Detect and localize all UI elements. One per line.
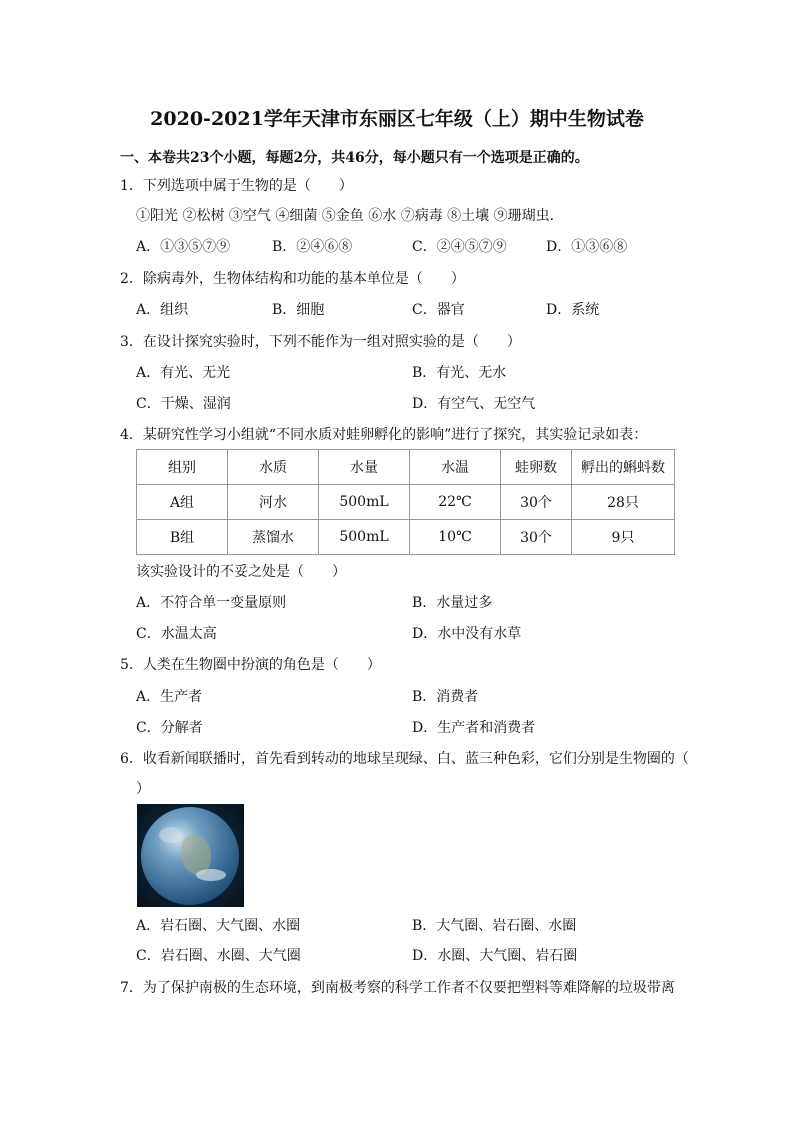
table-cell: 500mL — [319, 485, 410, 520]
table-cell: B组 — [137, 520, 228, 555]
experiment-table — [136, 449, 675, 555]
table-header-cell: 水温 — [410, 450, 501, 485]
q4-stem: 4．某研究性学习小组就“不同水质对蛙卵孵化的影响”进行了探究，其实验记录如表： — [120, 427, 648, 443]
q4-option-d[interactable]: D．水中没有水草 — [412, 626, 522, 642]
q1-option-d[interactable]: D．①③⑥⑧ — [546, 239, 628, 255]
table-cell: 30个 — [501, 520, 572, 555]
section-heading: 一、本卷共23个小题，每题2分，共46分，每小题只有一个选项是正确的。 — [120, 150, 589, 166]
table-cell: 30个 — [501, 485, 572, 520]
table-header-cell: 孵出的蝌蚪数 — [572, 450, 675, 485]
q6-stem-end: ） — [136, 781, 150, 797]
table-header-cell: 水量 — [319, 450, 410, 485]
q4-follow-up: 该实验设计的不妥之处是（ ） — [136, 564, 346, 580]
q7-stem: 7．为了保护南极的生态环境，到南极考察的科学工作者不仅要把塑料等难降解的垃圾带离 — [120, 980, 675, 996]
earth-cloud-shape — [196, 869, 226, 881]
q3-option-b[interactable]: B．有光、无水 — [412, 365, 507, 381]
q1-option-c[interactable]: C．②④⑤⑦⑨ — [412, 239, 507, 255]
q2-option-b[interactable]: B．细胞 — [272, 302, 325, 318]
q5-option-b[interactable]: B．消费者 — [412, 689, 479, 705]
q2-option-a[interactable]: A．组织 — [136, 302, 189, 318]
q5-option-c[interactable]: C．分解者 — [136, 720, 203, 736]
q1-option-a[interactable]: A．①③⑤⑦⑨ — [136, 239, 231, 255]
q4-option-c[interactable]: C．水温太高 — [136, 626, 217, 642]
q3-option-c[interactable]: C．干燥、湿润 — [136, 396, 231, 412]
table-row — [137, 520, 675, 555]
q6-option-c[interactable]: C．岩石圈、水圈、大气圈 — [136, 948, 301, 964]
table-header-row — [137, 450, 675, 485]
exam-title: 2020-2021学年天津市东丽区七年级（上）期中生物试卷 — [150, 108, 644, 130]
q1-stem: 1．下列选项中属于生物的是（ ） — [120, 178, 353, 194]
table-header-cell: 水质 — [228, 450, 319, 485]
q5-option-a[interactable]: A．生产者 — [136, 689, 203, 705]
table-cell: 9只 — [572, 520, 675, 555]
q5-stem: 5．人类在生物圈中扮演的角色是（ ） — [120, 657, 381, 673]
q6-option-a[interactable]: A．岩石圈、大气圈、水圈 — [136, 918, 301, 934]
table-cell: 500mL — [319, 520, 410, 555]
q6-option-b[interactable]: B．大气圈、岩石圈、水圈 — [412, 918, 577, 934]
q4-option-b[interactable]: B．水量过多 — [412, 595, 493, 611]
q2-option-c[interactable]: C．器官 — [412, 302, 465, 318]
table-cell: 河水 — [228, 485, 319, 520]
earth-globe-icon — [141, 807, 239, 905]
table-header-cell: 组别 — [137, 450, 228, 485]
table-cell: 10℃ — [410, 520, 501, 555]
table-cell: A组 — [137, 485, 228, 520]
table-cell: 28只 — [572, 485, 675, 520]
table-cell: 22℃ — [410, 485, 501, 520]
q2-stem: 2．除病毒外，生物体结构和功能的基本单位是（ ） — [120, 271, 465, 287]
q3-stem: 3．在设计探究实验时，下列不能作为一组对照实验的是（ ） — [120, 334, 521, 350]
q5-option-d[interactable]: D．生产者和消费者 — [412, 720, 536, 736]
q3-option-d[interactable]: D．有空气、无空气 — [412, 396, 536, 412]
q4-option-a[interactable]: A．不符合单一变量原则 — [136, 595, 287, 611]
table-header-cell: 蛙卵数 — [501, 450, 572, 485]
table-row — [137, 485, 675, 520]
q3-option-a[interactable]: A．有光、无光 — [136, 365, 231, 381]
q1-items: ①阳光 ②松树 ③空气 ④细菌 ⑤金鱼 ⑥水 ⑦病毒 ⑧土壤 ⑨珊瑚虫． — [136, 208, 564, 224]
earth-image — [137, 804, 244, 907]
table-cell: 蒸馏水 — [228, 520, 319, 555]
q2-option-d[interactable]: D．系统 — [546, 302, 600, 318]
q1-option-b[interactable]: B．②④⑥⑧ — [272, 239, 353, 255]
q6-option-d[interactable]: D．水圈、大气圈、岩石圈 — [412, 948, 578, 964]
earth-cloud-shape — [159, 827, 183, 843]
q6-stem: 6．收看新闻联播时，首先看到转动的地球呈现绿、白、蓝三种色彩，它们分别是生物圈的（ — [120, 751, 689, 767]
